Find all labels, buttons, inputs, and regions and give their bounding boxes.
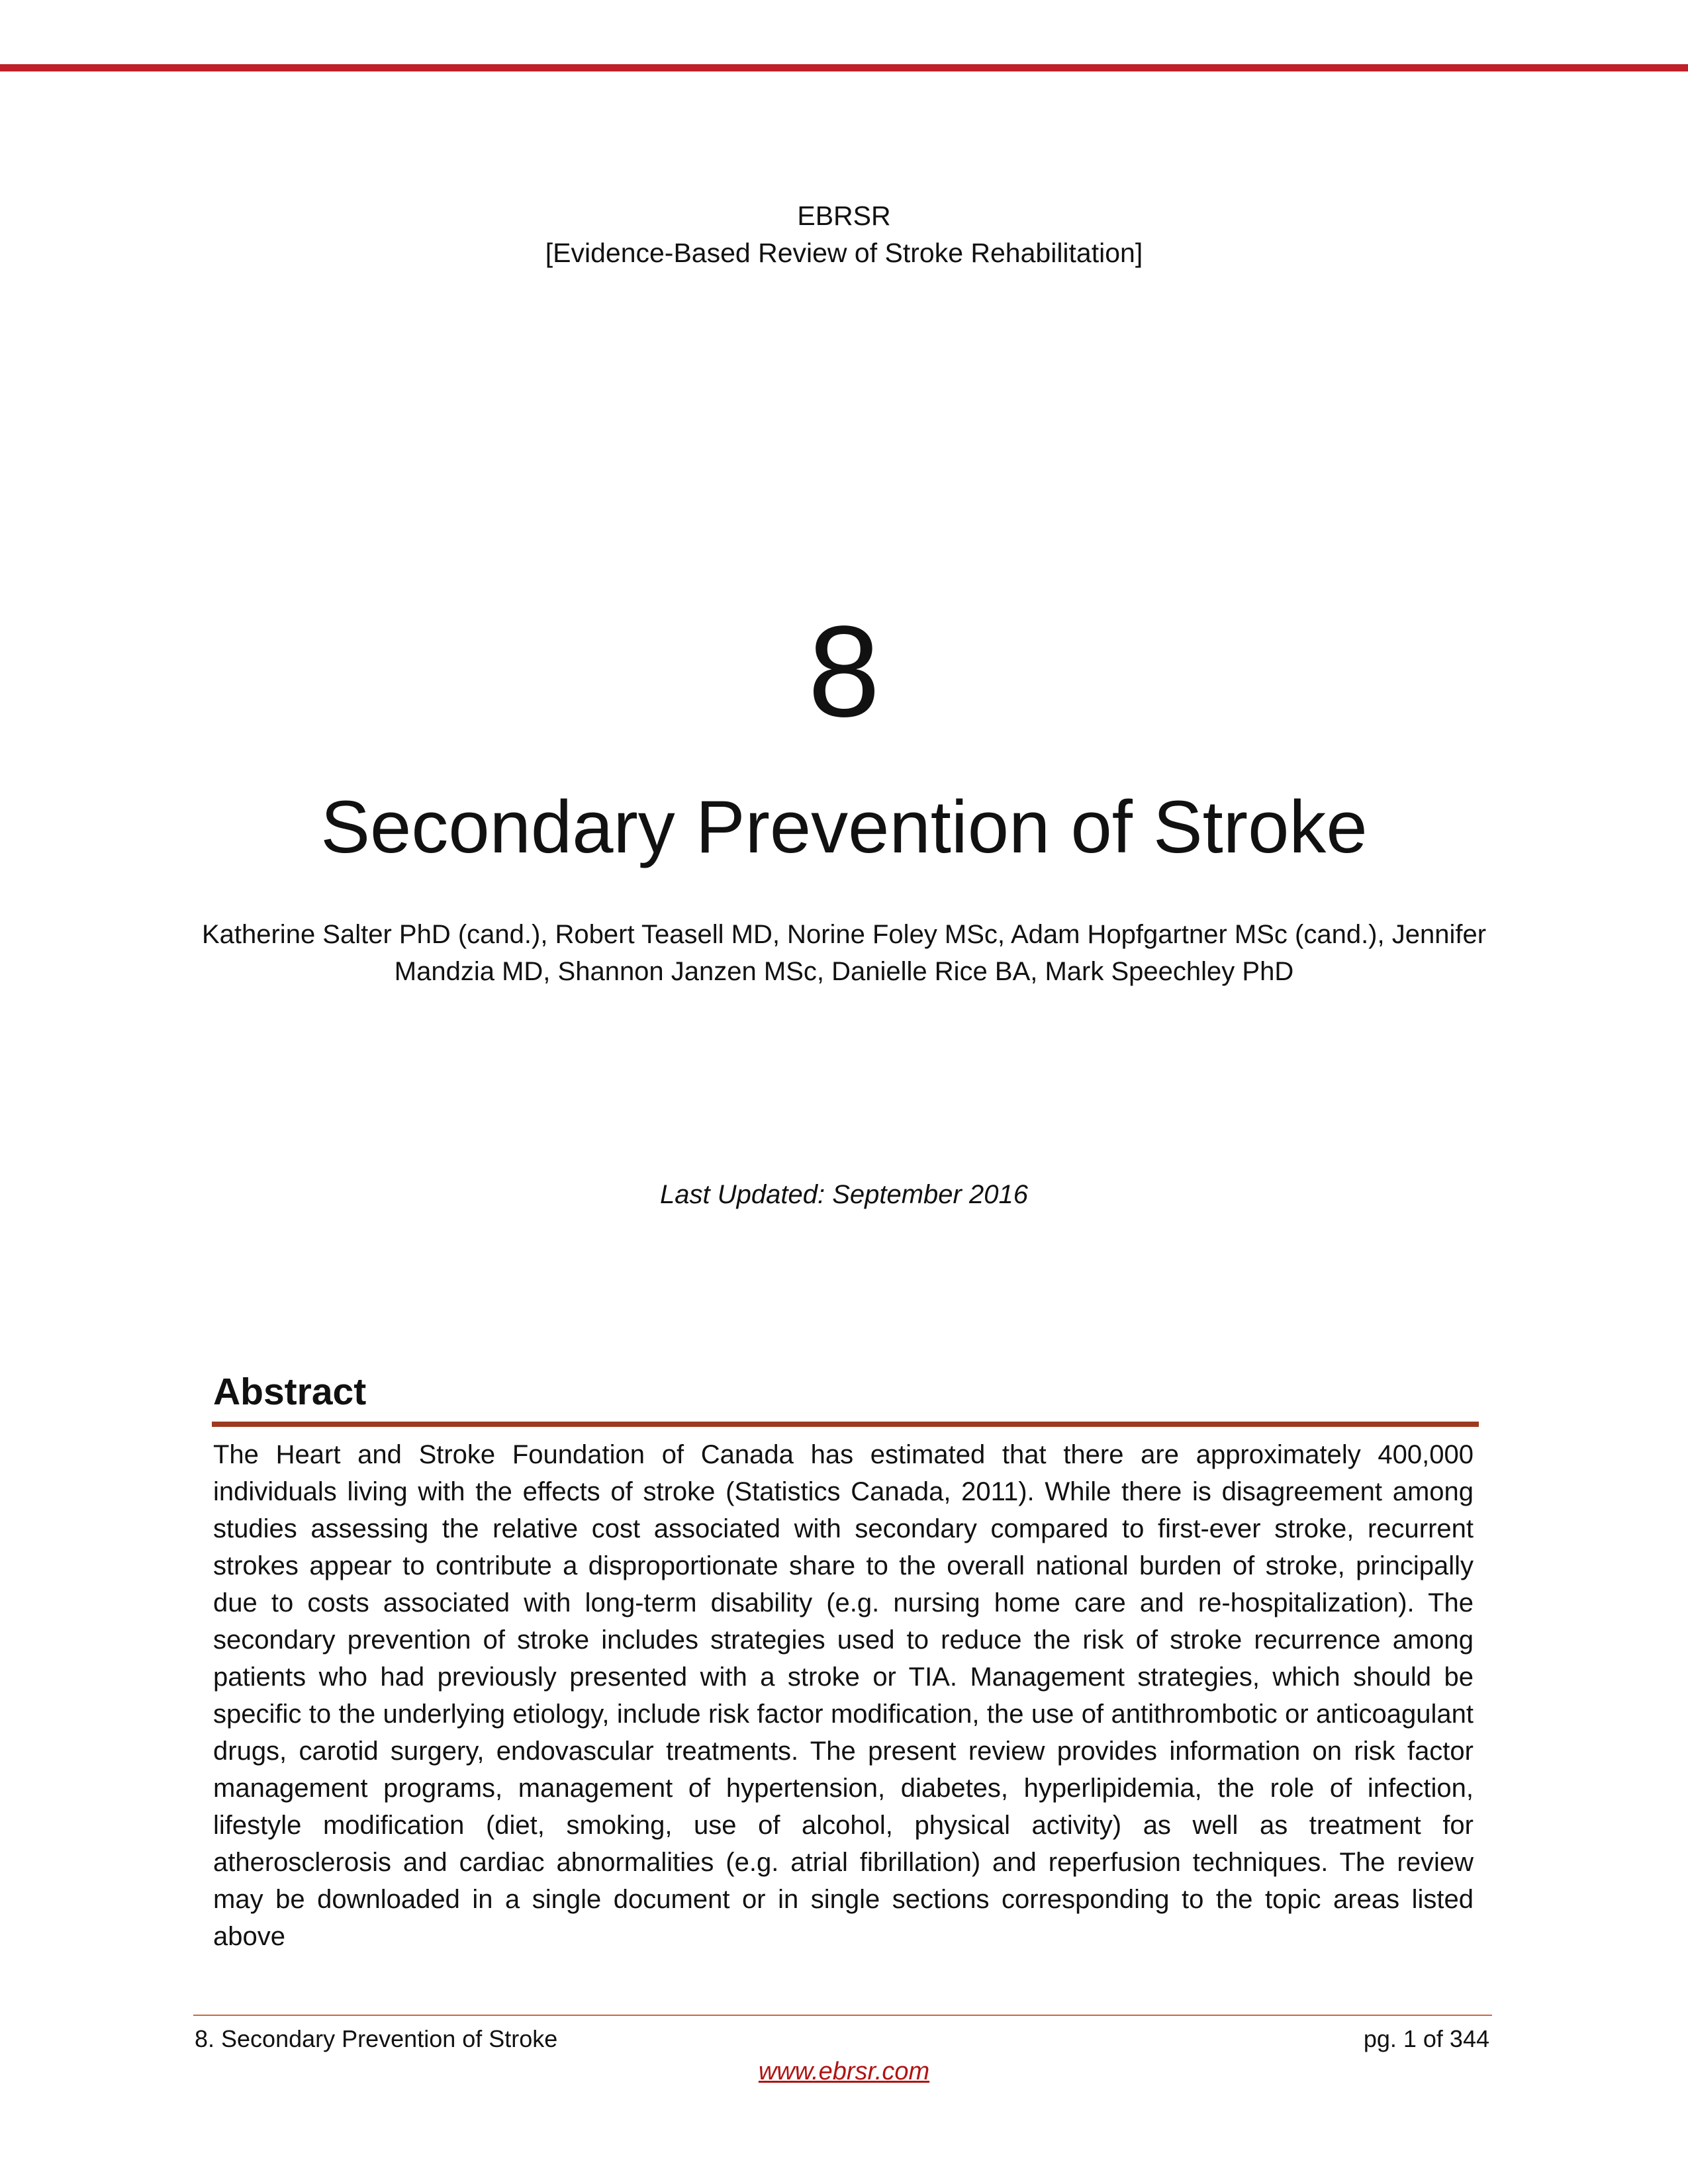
last-updated: Last Updated: September 2016 bbox=[660, 1180, 1028, 1209]
footer-website bbox=[0, 2056, 1688, 2087]
footer-chapter-label: 8. Secondary Prevention of Stroke bbox=[195, 2025, 558, 2052]
abstract-heading: Abstract bbox=[213, 1371, 367, 1413]
website-link[interactable]: www.ebrsr.com bbox=[758, 2058, 930, 2085]
chapter-number: 8 bbox=[808, 599, 880, 744]
series-name: EBRSR bbox=[797, 201, 891, 231]
series-full-title: [Evidence-Based Review of Stroke Rehabilitation] bbox=[545, 238, 1143, 268]
author-list: Katherine Salter PhD (cand.), Robert Teasell MD, Norine Foley MSc, Adam Hopfgartner MSc (cand.), Jennifer Mandzia MD, Shannon Janzen MSc, Danielle Rice BA, Mark Speechley PhD bbox=[201, 920, 1487, 986]
chapter-title: Secondary Prevention of Stroke bbox=[320, 786, 1368, 868]
footer-divider bbox=[193, 2015, 1492, 2016]
abstract-divider bbox=[212, 1422, 1479, 1427]
header-accent-rule bbox=[0, 64, 1688, 71]
footer-page-number: pg. 1 of 344 bbox=[1363, 2025, 1489, 2052]
abstract-body: The Heart and Stroke Foundation of Canada has estimated that there are approximately 400,000 individuals living with the effects of stroke (Statistics Canada, 2011). While there is disagreement among studies assessing the relative cost associated with secondary compared to first-ever stroke, recurrent strokes appear to contribute a disproportionate share to the overall national burden of stroke, principally due to costs associated with long-term disability (e.g. nursing home care and re-hospitalization). The secondary prevention of stroke includes strategies used to reduce the risk of stroke recurrence among patients who had previously presented with a stroke or TIA. Management strategies, which should be specific to the underlying etiology, include risk factor modification, the use of antithrombotic or anticoagulant drugs, carotid surgery, endovascular treatments. The present review provides information on risk factor management programs, management of hypertension, diabetes, hyperlipidemia, the role of infection, lifestyle modification (diet, smoking, use of alcohol, physical activity) as well as treatment for atherosclerosis and cardiac abnormalities (e.g. atrial fibrillation) and reperfusion techniques. The review may be downloaded in a single document or in single sections corresponding to the topic areas listed above bbox=[213, 1440, 1474, 1951]
